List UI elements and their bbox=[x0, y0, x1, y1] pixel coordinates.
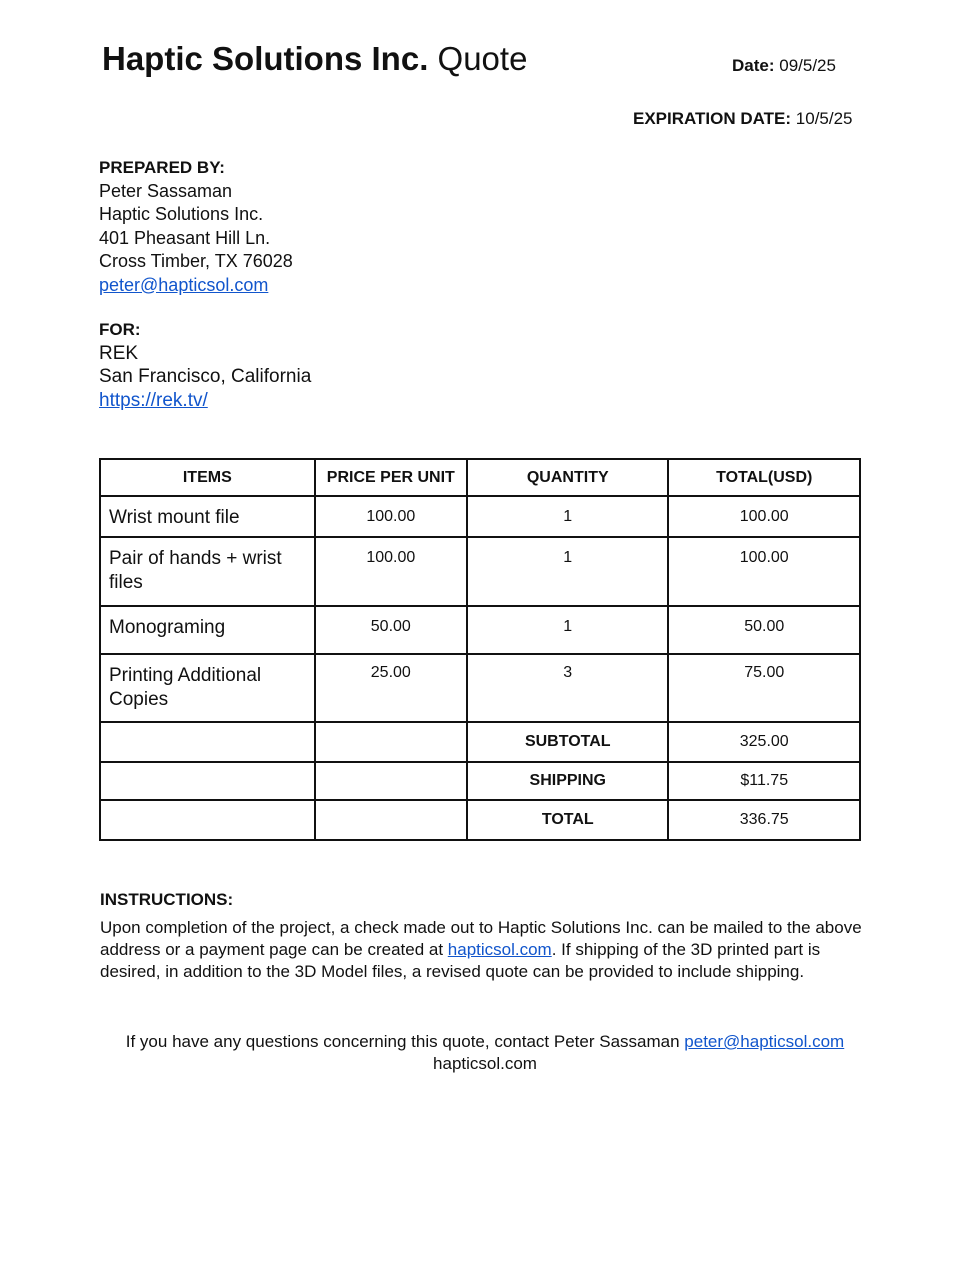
item-price: 50.00 bbox=[315, 606, 467, 654]
expiration-value: 10/5/25 bbox=[795, 109, 853, 128]
column-header-items: ITEMS bbox=[100, 459, 315, 496]
company-name: Haptic Solutions Inc. bbox=[102, 40, 429, 77]
item-quantity: 1 bbox=[467, 537, 668, 606]
item-total: 100.00 bbox=[668, 496, 860, 537]
item-price: 100.00 bbox=[315, 537, 467, 606]
contact-text: If you have any questions concerning this quote, contact Peter Sassaman bbox=[125, 1032, 685, 1051]
empty-cell bbox=[100, 722, 315, 762]
item-name: Wrist mount file bbox=[100, 496, 315, 537]
instructions-text-before: Upon completion of the project, a check made out to Haptic Solutions Inc. can be mailed to the above address or a payment page can be created at bbox=[100, 918, 862, 959]
item-quantity: 1 bbox=[467, 606, 668, 654]
table-row bbox=[100, 606, 860, 654]
item-price: 25.00 bbox=[315, 654, 467, 722]
contact-email-link[interactable]: peter@hapticsol.com bbox=[684, 1032, 845, 1051]
instructions-text bbox=[100, 917, 880, 983]
item-total: 75.00 bbox=[668, 654, 860, 722]
shipping-value: $11.75 bbox=[668, 762, 860, 800]
preparer-name: Peter Sassaman bbox=[99, 180, 233, 201]
preparer-email-link[interactable]: peter@hapticsol.com bbox=[99, 274, 269, 295]
footer-website: hapticsol.com bbox=[433, 1054, 537, 1073]
column-header-quantity: QUANTITY bbox=[467, 459, 668, 496]
preparer-address: 401 Pheasant Hill Ln. bbox=[99, 227, 271, 248]
column-header-total: TOTAL(USD) bbox=[668, 459, 860, 496]
shipping-label: SHIPPING bbox=[467, 762, 668, 800]
item-total: 100.00 bbox=[668, 537, 860, 606]
date-value: 09/5/25 bbox=[779, 56, 836, 75]
prepared-by-heading: PREPARED BY: bbox=[99, 158, 225, 177]
preparer-city: Cross Timber, TX 76028 bbox=[99, 251, 293, 271]
date-label: Date: bbox=[732, 56, 775, 75]
expiration-date bbox=[633, 109, 853, 129]
table-header-row bbox=[100, 459, 860, 496]
table-row bbox=[100, 496, 860, 537]
item-name: Monograming bbox=[100, 606, 315, 654]
item-name: Printing Additional Copies bbox=[100, 654, 315, 722]
total-label: TOTAL bbox=[467, 800, 668, 840]
quote-items-table bbox=[99, 458, 861, 841]
empty-cell bbox=[100, 762, 315, 800]
shipping-row bbox=[100, 762, 860, 800]
quote-date bbox=[732, 56, 836, 76]
empty-cell bbox=[315, 800, 467, 840]
empty-cell bbox=[315, 762, 467, 800]
client-name: REK bbox=[99, 342, 139, 364]
instructions-heading: INSTRUCTIONS: bbox=[100, 890, 234, 909]
empty-cell bbox=[100, 800, 315, 840]
table-row bbox=[100, 654, 860, 722]
empty-cell bbox=[315, 722, 467, 762]
client-location: San Francisco, California bbox=[99, 366, 312, 387]
instructions-text-after: . If shipping of the 3D printed part is desired, in addition to the 3D Model files, a revised quote can be provided to include shipping. bbox=[100, 940, 821, 981]
page-title bbox=[102, 40, 527, 78]
column-header-price: PRICE PER UNIT bbox=[315, 459, 467, 496]
client-url-link[interactable]: https://rek.tv/ bbox=[99, 389, 208, 411]
expiration-label: EXPIRATION DATE: bbox=[633, 109, 792, 128]
for-heading: FOR: bbox=[99, 320, 141, 339]
subtotal-value: 325.00 bbox=[668, 722, 860, 762]
subtotal-row bbox=[100, 722, 860, 762]
instructions-website-link[interactable]: hapticsol.com bbox=[447, 940, 552, 959]
total-value: 336.75 bbox=[668, 800, 860, 840]
item-price: 100.00 bbox=[315, 496, 467, 537]
item-quantity: 3 bbox=[467, 654, 668, 722]
table-row bbox=[100, 537, 860, 606]
item-total: 50.00 bbox=[668, 606, 860, 654]
prepared-by-block bbox=[99, 156, 293, 297]
document-type: Quote bbox=[437, 40, 528, 77]
contact-footer bbox=[0, 1031, 970, 1075]
item-name: Pair of hands + wrist files bbox=[100, 537, 315, 606]
preparer-company: Haptic Solutions Inc. bbox=[99, 204, 264, 224]
total-row bbox=[100, 800, 860, 840]
for-block bbox=[99, 318, 311, 412]
subtotal-label: SUBTOTAL bbox=[467, 722, 668, 762]
item-quantity: 1 bbox=[467, 496, 668, 537]
